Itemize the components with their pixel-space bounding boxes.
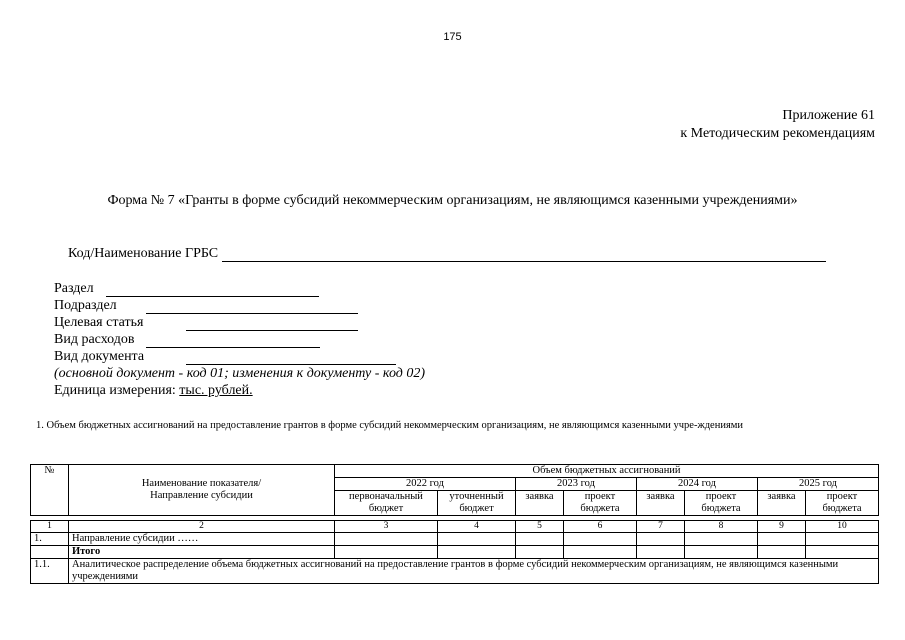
column-number: 10 bbox=[806, 521, 879, 533]
header-year-2022: 2022 год bbox=[335, 478, 516, 491]
column-number: 6 bbox=[564, 521, 637, 533]
row-subsidy-direction-name: Направление субсидии …… bbox=[69, 533, 335, 546]
table-cell bbox=[564, 546, 637, 559]
table-cell bbox=[564, 533, 637, 546]
podrazdel-label: Подраздел bbox=[54, 298, 117, 313]
table-cell bbox=[806, 533, 879, 546]
vid-rashodov-blank-line bbox=[146, 347, 320, 348]
table-cell bbox=[685, 533, 758, 546]
unit-field bbox=[54, 383, 253, 399]
document-code-note: (основной документ - код 01; изменения к документу - код 02) bbox=[54, 366, 426, 381]
column-number: 1 bbox=[31, 521, 69, 533]
column-number: 7 bbox=[637, 521, 685, 533]
column-number: 9 bbox=[758, 521, 806, 533]
header-initial-budget bbox=[335, 491, 438, 516]
header-request-2024: заявка bbox=[637, 491, 685, 516]
header-year-2025: 2025 год bbox=[758, 478, 879, 491]
header-indicator-name-line1: Наименование показателя/ bbox=[141, 478, 262, 489]
header-draft-2024 bbox=[685, 491, 758, 516]
header-year-2024: 2024 год bbox=[637, 478, 758, 491]
table-cell bbox=[335, 546, 438, 559]
table-cell bbox=[516, 546, 564, 559]
header-draft-2025 bbox=[806, 491, 879, 516]
appendix-reference: к Методическим рекомендациям bbox=[680, 126, 875, 141]
table-cell bbox=[637, 546, 685, 559]
grbs-label: Код/Наименование ГРБС bbox=[68, 246, 219, 261]
column-number: 3 bbox=[335, 521, 438, 533]
header-draft-2025-line1: проект bbox=[826, 491, 858, 502]
row-number: 1.1. bbox=[31, 559, 69, 584]
header-refined-budget-line2: бюджет bbox=[459, 503, 494, 514]
header-draft-2024-line2: бюджета bbox=[701, 503, 741, 514]
table-cell bbox=[31, 546, 69, 559]
table-cell bbox=[438, 546, 516, 559]
header-draft-2025-line2: бюджета bbox=[822, 503, 862, 514]
celevaya-statya-label: Целевая статья bbox=[54, 315, 144, 330]
celevaya-statya-blank-line bbox=[186, 330, 358, 331]
vid-dokumenta-blank-line bbox=[186, 364, 396, 365]
header-draft-2023 bbox=[564, 491, 637, 516]
vid-dokumenta-label: Вид документа bbox=[54, 349, 145, 364]
header-draft-2023-line1: проект bbox=[584, 491, 616, 502]
header-refined-budget-line1: уточненный bbox=[449, 491, 504, 502]
header-indicator-name-line2: Направление субсидии bbox=[150, 490, 253, 501]
table-row-analytical-distribution bbox=[31, 559, 879, 584]
appendix-label: Приложение 61 bbox=[782, 108, 875, 123]
razdel-blank-line bbox=[106, 296, 319, 297]
table-cell bbox=[758, 546, 806, 559]
form-title: Форма № 7 «Гранты в форме субсидий некоммерческим организациям, не являющимся казенными учреждениями» bbox=[107, 193, 798, 208]
header-request-2023: заявка bbox=[516, 491, 564, 516]
table-row-subsidy-direction bbox=[31, 533, 879, 546]
column-number: 8 bbox=[685, 521, 758, 533]
table-header-row bbox=[31, 465, 879, 478]
razdel-label: Раздел bbox=[54, 281, 94, 296]
header-indicator-name bbox=[69, 465, 335, 516]
header-draft-2023-line2: бюджета bbox=[580, 503, 620, 514]
header-request-2025: заявка bbox=[758, 491, 806, 516]
table-cell bbox=[758, 533, 806, 546]
header-initial-budget-line1: первоначальный bbox=[349, 491, 423, 502]
unit-value: тыс. рублей. bbox=[179, 383, 253, 398]
row-analytical-distribution-text: Аналитическое распределение объема бюджетных ассигнований на предоставление грантов в форме субсидий некоммерческим организациям, не являющимся казенными учреждениями bbox=[69, 559, 879, 584]
table-row-total bbox=[31, 546, 879, 559]
table-cell bbox=[637, 533, 685, 546]
row-total-label: Итого bbox=[69, 546, 335, 559]
header-budget-volume: Объем бюджетных ассигнований bbox=[335, 465, 879, 478]
column-number: 4 bbox=[438, 521, 516, 533]
header-initial-budget-line2: бюджет bbox=[368, 503, 404, 514]
header-year-2023: 2023 год bbox=[516, 478, 637, 491]
column-numbers-row bbox=[31, 521, 879, 533]
table-cell bbox=[335, 533, 438, 546]
header-refined-budget bbox=[438, 491, 516, 516]
table-cell bbox=[516, 533, 564, 546]
grbs-field bbox=[68, 246, 826, 262]
grbs-blank-line bbox=[222, 248, 826, 262]
row-number: 1. bbox=[31, 533, 69, 546]
column-number: 5 bbox=[516, 521, 564, 533]
table-cell bbox=[806, 546, 879, 559]
header-draft-2024-line1: проект bbox=[705, 491, 737, 502]
podrazdel-blank-line bbox=[146, 313, 358, 314]
table-cell bbox=[685, 546, 758, 559]
page-number: 175 bbox=[443, 31, 462, 43]
unit-label: Единица измерения: bbox=[54, 383, 176, 398]
header-number: № bbox=[31, 465, 69, 516]
vid-rashodov-label: Вид расходов bbox=[54, 332, 135, 347]
table-cell bbox=[438, 533, 516, 546]
budget-allocation-table bbox=[30, 464, 879, 584]
section-1-heading: 1. Объем бюджетных ассигнований на предоставление грантов в форме субсидий некоммерческим организациям, не являющимся казенными учре-ждениями bbox=[36, 420, 744, 431]
column-number: 2 bbox=[69, 521, 335, 533]
